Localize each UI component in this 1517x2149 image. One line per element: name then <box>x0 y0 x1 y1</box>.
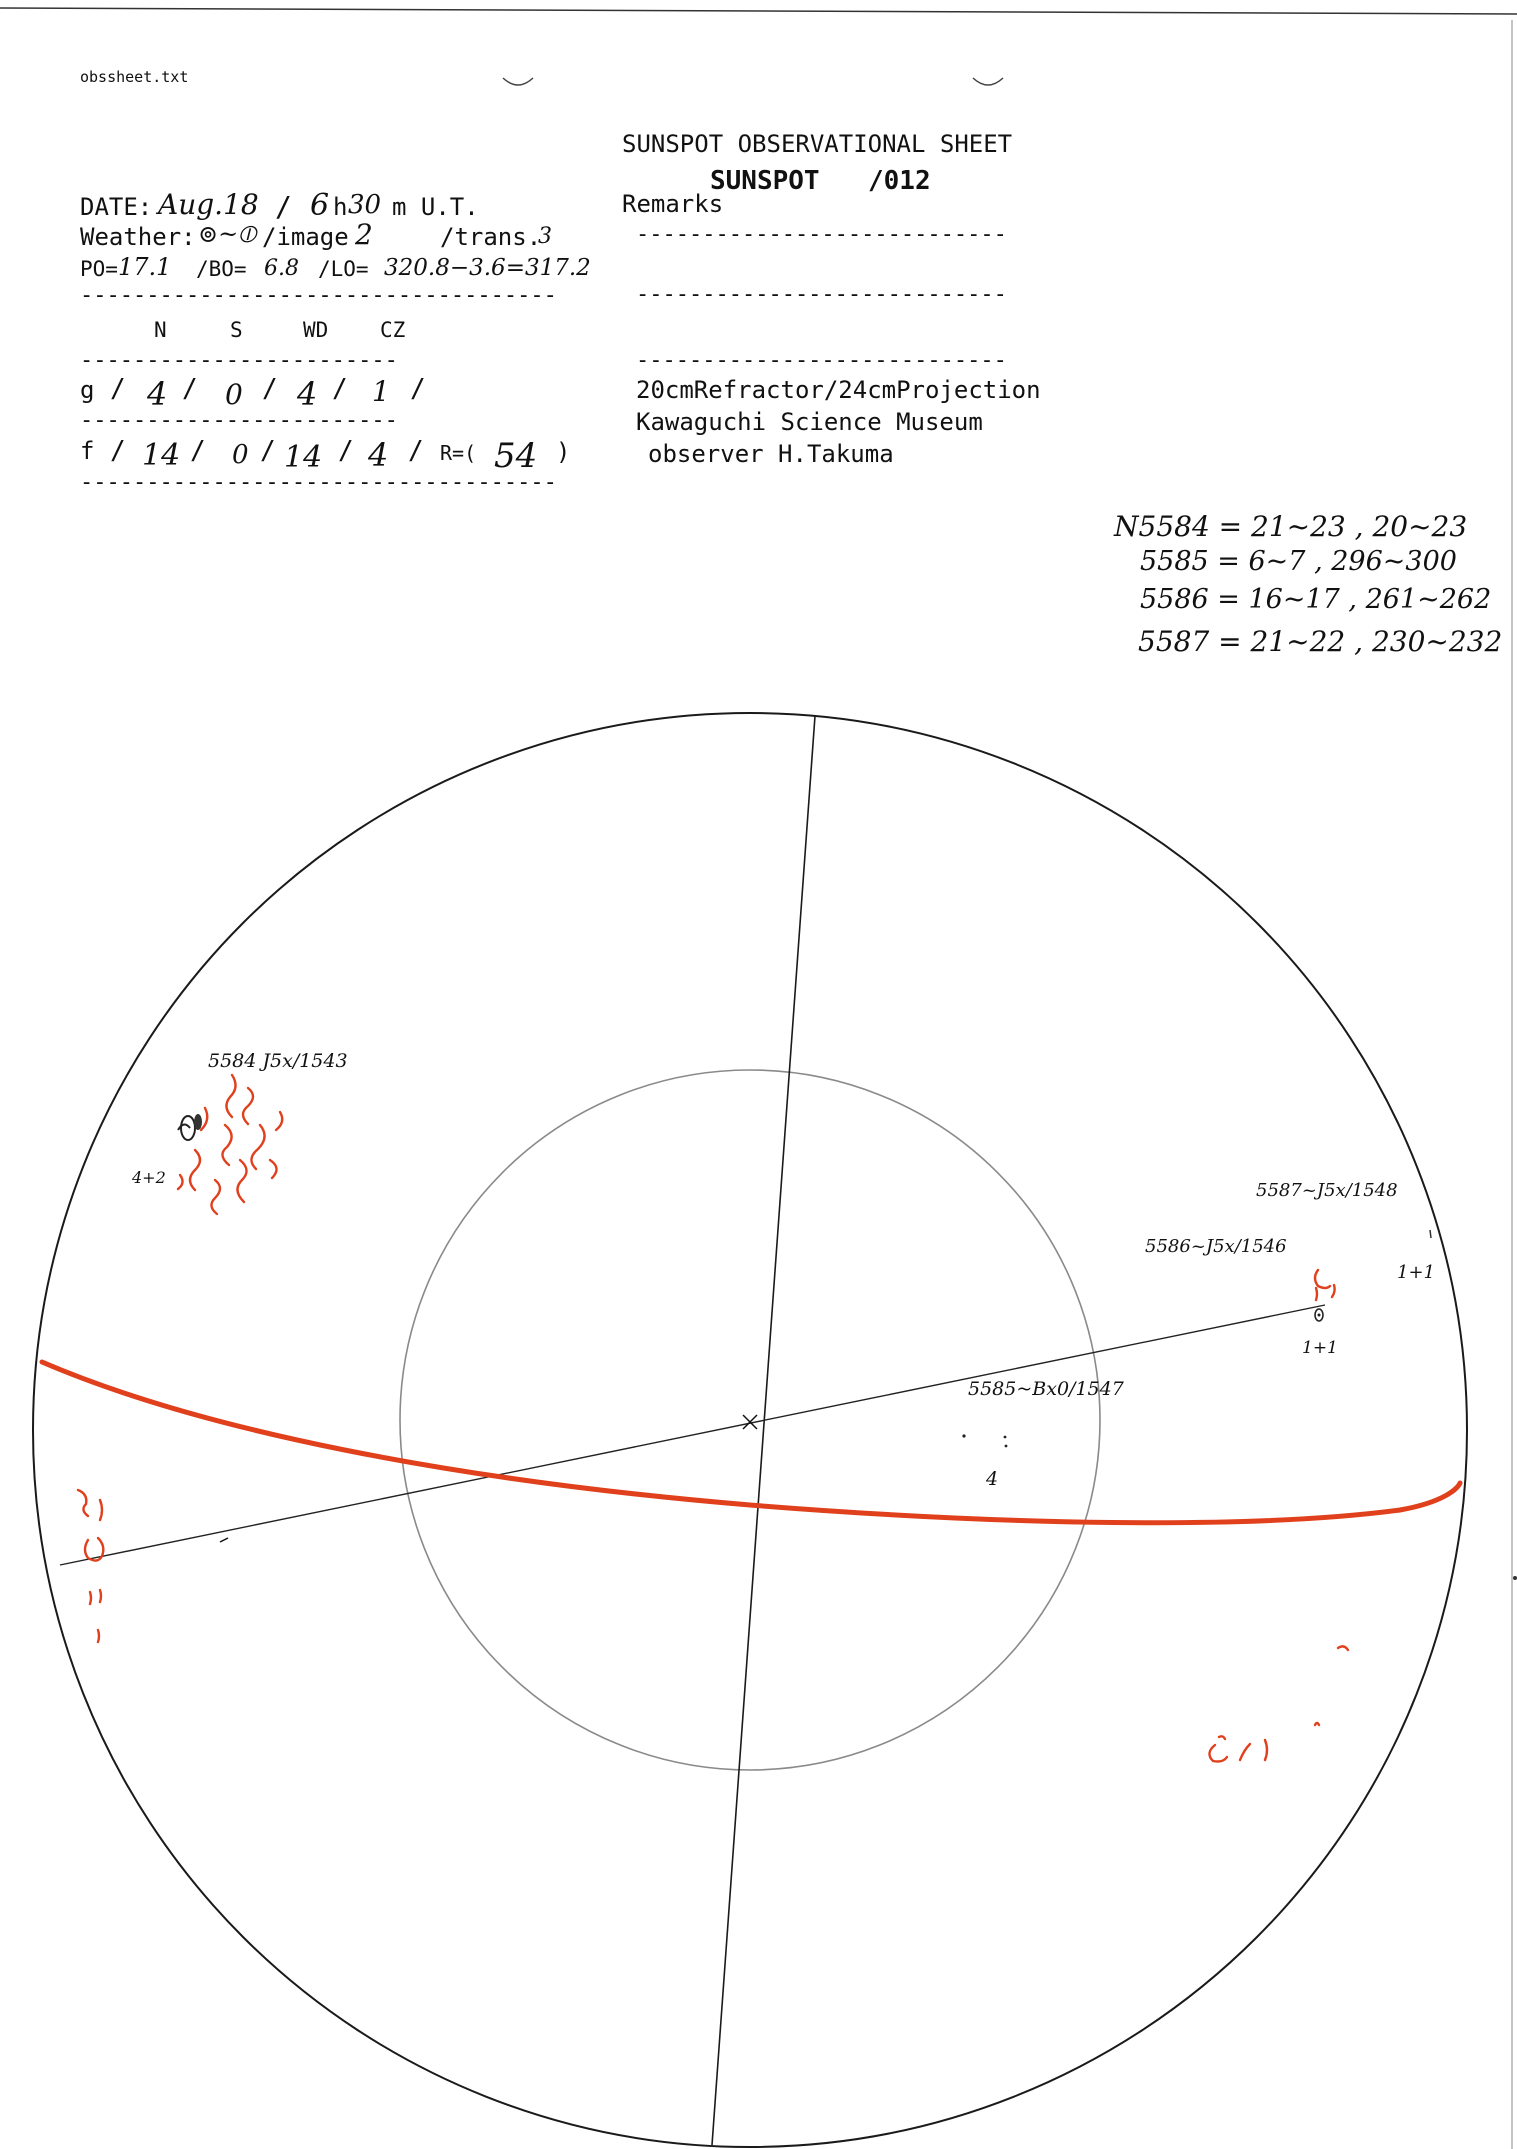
date-label: DATE: <box>80 193 153 221</box>
inner-reference-circle <box>400 1070 1100 1770</box>
sheet-number: /012 <box>868 166 931 196</box>
date-separator: / <box>275 190 292 223</box>
bo-label: /BO= <box>196 257 247 281</box>
stray-mark <box>1513 1576 1517 1580</box>
sep: / <box>262 374 278 404</box>
sep: / <box>408 436 424 466</box>
sep: / <box>110 374 126 404</box>
label-5586-count-b: 1+1 <box>1302 1338 1338 1358</box>
note-5584: N5584 = 21~23 , 20~23 <box>1114 510 1468 543</box>
po-label: PO= <box>80 257 118 281</box>
note-5586: 5586 = 16~17 , 261~262 <box>1140 584 1492 615</box>
image-label: /image <box>262 223 349 251</box>
faculae-5584 <box>178 1075 282 1214</box>
po-value: 17.1 <box>118 253 172 281</box>
header-s: S <box>230 318 243 342</box>
g-wd-value: 4 <box>297 375 318 413</box>
note-5585: 5585 = 6~7 , 296~300 <box>1140 546 1457 577</box>
lo-value: 320.8−3.6=317.2 <box>384 255 591 281</box>
sep: / <box>190 436 206 466</box>
sep: / <box>332 374 348 404</box>
header-divider: ------------------------------------ <box>80 283 557 308</box>
row-label-g: g <box>80 376 95 404</box>
remarks-label: Remarks <box>622 190 724 218</box>
rotation-axis-line <box>712 716 815 2145</box>
r-label: R=( <box>440 441 477 465</box>
sunspot-5587 <box>1430 1230 1431 1238</box>
date-hour: 6 <box>310 188 330 223</box>
table-divider-3: ------------------------------------ <box>80 470 557 495</box>
label-5584: 5584 J5x/1543 <box>208 1050 348 1072</box>
heliographic-equator <box>42 1362 1460 1523</box>
weather-label: Weather: <box>80 223 196 251</box>
r-value: 54 <box>494 436 538 476</box>
f-n-value: 14 <box>142 438 181 473</box>
f-s-value: 0 <box>232 440 249 470</box>
weather-value: ⊚~⦶ <box>198 220 256 248</box>
sunspot-5584 <box>178 1114 202 1140</box>
image-value: 2 <box>355 218 373 251</box>
tick-mark <box>220 1538 228 1542</box>
punch-hole-right <box>973 78 1003 85</box>
east-west-line <box>60 1305 1325 1565</box>
header-wd: WD <box>303 318 329 342</box>
g-cz-value: 1 <box>372 375 390 408</box>
trans-value: 3 <box>538 224 552 249</box>
faculae-east-limb <box>78 1490 103 1642</box>
punch-hole-left <box>503 78 533 85</box>
bo-value: 6.8 <box>264 256 299 281</box>
remarks-line-3: ---------------------------- <box>636 348 1007 373</box>
remarks-line-2: ---------------------------- <box>636 282 1007 307</box>
date-month-day: Aug.18 <box>158 188 259 221</box>
observer-text: observer H.Takuma <box>648 440 894 468</box>
page-top-edge <box>0 8 1517 14</box>
instrument-text: 20cmRefractor/24cmProjection <box>636 376 1041 404</box>
g-n-value: 4 <box>147 375 168 413</box>
label-5585: 5585~Bx0/1547 <box>968 1378 1124 1400</box>
date-suffix: m U.T. <box>392 193 479 221</box>
sep: / <box>260 436 276 466</box>
sep: / <box>182 374 198 404</box>
label-5586-count-a: 1+1 <box>1397 1262 1435 1283</box>
file-name: obssheet.txt <box>80 68 189 86</box>
f-wd-value: 14 <box>284 440 323 475</box>
sheet-subtitle: SUNSPOT <box>710 166 820 196</box>
date-h-label: h <box>333 193 348 221</box>
remarks-line-1: ---------------------------- <box>636 222 1007 247</box>
sunspot-5585 <box>962 1434 1007 1447</box>
f-cz-value: 4 <box>368 436 389 474</box>
trans-label: /trans. <box>440 223 542 251</box>
label-5586: 5586~J5x/1546 <box>1145 1236 1287 1257</box>
table-divider-2: ------------------------ <box>80 408 398 433</box>
faculae-5586 <box>1315 1270 1335 1300</box>
sheet-title: SUNSPOT OBSERVATIONAL SHEET <box>622 130 1013 158</box>
sunspot-5586 <box>1315 1309 1323 1321</box>
r-close: ) <box>556 438 571 466</box>
header-cz: CZ <box>380 318 406 342</box>
museum-text: Kawaguchi Science Museum <box>636 408 983 436</box>
label-5584-count: 4+2 <box>132 1168 166 1187</box>
g-s-value: 0 <box>225 378 243 411</box>
row-label-f: f <box>80 437 95 465</box>
sep: / <box>338 436 354 466</box>
label-5585-count: 4 <box>986 1468 999 1490</box>
header-n: N <box>154 318 167 342</box>
date-minute: 30 <box>348 190 382 220</box>
sep: / <box>410 374 426 404</box>
lo-label: /LO= <box>318 257 369 281</box>
table-divider-1: ------------------------ <box>80 348 398 373</box>
faculae-west-limb <box>1209 1646 1348 1761</box>
sep: / <box>110 436 126 466</box>
note-5587: 5587 = 21~22 , 230~232 <box>1138 625 1503 658</box>
label-5587: 5587~J5x/1548 <box>1256 1180 1398 1201</box>
